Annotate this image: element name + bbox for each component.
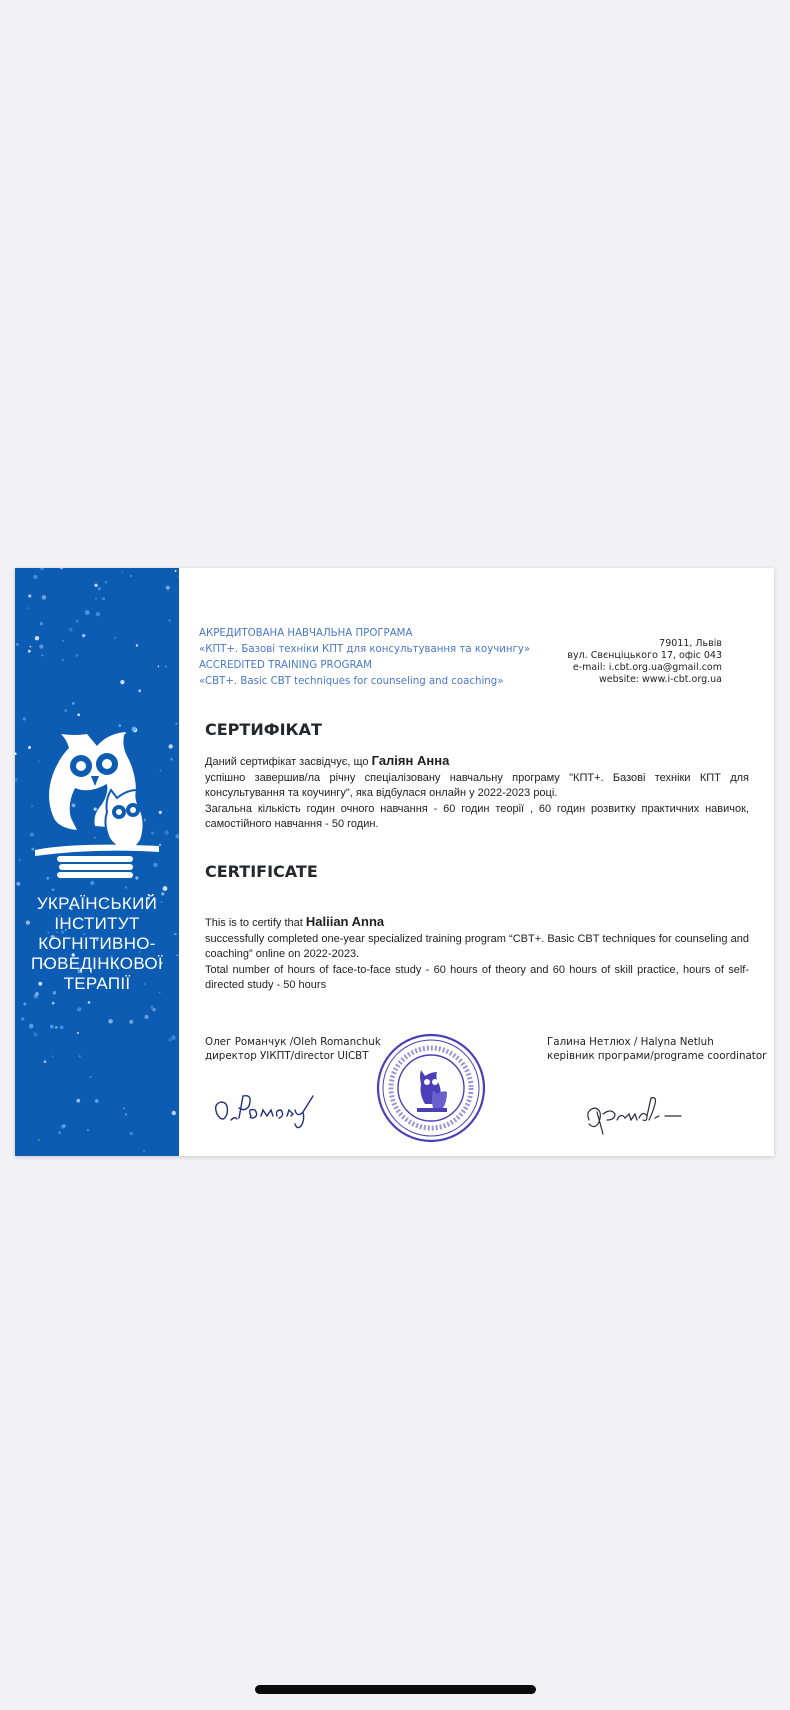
program-line: АКРЕДИТОВАНА НАВЧАЛЬНА ПРОГРАМА	[199, 628, 413, 639]
sparkle-dot	[170, 758, 173, 761]
sparkle-dot	[44, 1060, 47, 1063]
sparkle-dot	[30, 646, 32, 648]
sparkle-dot	[28, 607, 30, 609]
sparkle-dot	[31, 848, 34, 851]
sparkle-dot	[33, 575, 37, 579]
sparkle-dot	[18, 859, 21, 862]
sparkle-dot	[171, 1035, 176, 1040]
sparkle-dot	[114, 637, 116, 639]
institute-name	[15, 894, 179, 994]
sparkle-dot	[52, 1055, 54, 1057]
sparkle-dot	[29, 1024, 34, 1029]
sparkle-dot	[87, 1129, 89, 1131]
ua-hours: Загальна кількість годин очного навчання - 60 годин теорії , 60 годин розвитку практичних навичок, самостійного навчання - 50 годин.	[205, 802, 749, 830]
sparkle-dot	[158, 666, 160, 668]
sparkle-dot	[125, 886, 127, 888]
sparkle-dot	[79, 1055, 81, 1057]
sparkle-dot	[98, 587, 101, 590]
sparkle-dot	[23, 717, 26, 720]
institute-name-line: УКРАЇНСЬКИЙ	[36, 894, 158, 913]
sparkle-dot	[55, 1026, 57, 1028]
sparkle-dot	[150, 1005, 154, 1009]
ua-body	[205, 753, 749, 833]
sparkle-dot	[175, 834, 179, 838]
sparkle-dot	[77, 714, 80, 717]
sparkle-dot	[64, 709, 67, 712]
sparkle-dot	[136, 644, 138, 646]
sparkle-dot	[50, 1025, 54, 1029]
ua-recipient-name: Галіян Анна	[371, 753, 450, 768]
sparkle-dot	[90, 1076, 92, 1078]
sparkle-dot	[169, 744, 173, 748]
sparkle-dot	[178, 576, 179, 578]
sparkle-dot	[108, 1019, 113, 1024]
en-heading: CERTIFICATE	[205, 862, 318, 881]
sparkle-dot	[41, 654, 43, 656]
sparkle-dot	[69, 628, 73, 632]
coordinator-signature	[581, 1090, 701, 1140]
coordinator-name: Галина Нетлюх / Halyna Netluh	[547, 1036, 714, 1048]
sparkle-dot	[122, 572, 124, 574]
sparkle-dot	[95, 1099, 99, 1103]
sparkle-dot	[16, 643, 19, 646]
address-city: 79011, Львів	[659, 638, 722, 649]
sparkle-dot	[160, 769, 162, 771]
address-email: e-mail: i.cbt.org.ua@gmail.com	[572, 662, 722, 673]
program-line: «CBT+. Basic CBT techniques for counseling and coaching»	[199, 676, 504, 687]
sparkle-dot	[62, 640, 64, 642]
sparkle-dot	[40, 622, 43, 625]
address-block	[567, 638, 722, 686]
sparkle-dot	[166, 586, 170, 590]
director-block	[205, 1035, 381, 1063]
address-street: вул. Свєнціцького 17, офіс 043	[567, 650, 722, 661]
sparkle-dot	[33, 1032, 37, 1036]
sparkle-dot	[105, 581, 108, 584]
sparkle-dot	[85, 610, 90, 615]
sparkle-dot	[123, 1107, 125, 1109]
sparkle-dot	[175, 723, 177, 725]
institute-name-line: ТЕРАПІЇ	[63, 974, 131, 993]
sparkle-dot	[76, 654, 79, 657]
director-name: Олег Романчук /Oleh Romanchuk	[205, 1036, 381, 1048]
sparkle-dot	[138, 689, 141, 692]
sparkle-dot	[169, 1038, 172, 1041]
institute-sidebar	[15, 568, 179, 1156]
sparkle-dot	[82, 634, 85, 637]
coordinator-block	[547, 1035, 766, 1063]
home-indicator[interactable]	[255, 1685, 536, 1694]
sparkle-dot	[77, 1032, 79, 1034]
sparkle-dot	[102, 597, 105, 600]
institute-stamp	[375, 1032, 487, 1144]
sparkle-dot	[129, 1020, 133, 1024]
sparkle-dot	[30, 833, 34, 837]
program-line: «КПТ+. Базові техніки КПТ для консультування та коучингу»	[199, 644, 531, 655]
coordinator-title: керівник програми/programe coordinator	[547, 1050, 767, 1062]
sparkle-dot	[94, 584, 97, 587]
sparkle-dot	[90, 881, 94, 885]
program-line: ACCREDITED TRAINING PROGRAM	[199, 660, 372, 671]
sparkle-dot	[76, 1099, 80, 1103]
sparkle-dot	[35, 636, 39, 640]
sparkle-dot	[58, 1131, 61, 1134]
program-title	[199, 626, 530, 690]
sparkle-dot	[120, 680, 124, 684]
institute-name-line: КОГНІТИВНО-	[38, 934, 156, 953]
sparkle-dot	[21, 1017, 24, 1020]
en-recipient-name: Haliian Anna	[305, 914, 385, 929]
sparkle-dot	[165, 666, 167, 668]
sparkle-dot	[144, 1015, 148, 1019]
sparkle-dot	[42, 595, 47, 600]
sparkle-dot	[52, 888, 55, 891]
institute-name-line: ІНСТИТУТ	[54, 914, 140, 933]
director-title: директор УІКПТ/director UICBT	[205, 1050, 369, 1062]
sparkle-dot	[40, 568, 44, 570]
sparkle-dot	[130, 575, 132, 577]
ua-intro: Даний сертифікат засвідчує, що	[205, 756, 369, 768]
sparkle-dot	[175, 570, 177, 572]
en-body	[205, 914, 749, 994]
sparkle-dot	[172, 1111, 176, 1115]
sparkle-dot	[130, 1132, 134, 1136]
sparkle-dot	[28, 650, 31, 653]
sparkle-dot	[23, 1003, 26, 1006]
sparkle-dot	[61, 1125, 65, 1129]
sparkle-dot	[39, 645, 43, 649]
sparkle-dot	[15, 752, 17, 755]
sparkle-dot	[159, 844, 161, 846]
sparkle-dot	[159, 811, 162, 814]
sparkle-dot	[28, 746, 31, 749]
sparkle-dot	[168, 619, 171, 622]
certificate	[15, 568, 774, 1156]
sparkle-dot	[72, 702, 75, 705]
sparkle-dot	[62, 659, 64, 661]
sparkle-dot	[76, 620, 79, 623]
owl-logo-icon	[35, 730, 159, 878]
en-completed: successfully completed one-year specialized training program “CBT+. Basic CBT techniques for counseling and coaching” online on 2022-2023.	[205, 932, 749, 960]
ua-completed: успішно завершив/ла річну спеціалізовану навчальну програму "КПТ+. Базові техніки КПТ для консультування та коучингу", яка відбулася онлайн у 2022-2023 році.	[205, 771, 749, 799]
sparkle-dot	[88, 1001, 91, 1004]
en-hours: Total number of hours of face-to-face study - 60 hours of theory and 60 hours of skill practice, hours of self-directed study - 50 hours	[205, 963, 749, 991]
sparkle-dot	[38, 1139, 40, 1141]
ua-heading: СЕРТИФІКАТ	[205, 720, 322, 739]
sparkle-dot	[15, 778, 18, 781]
director-signature	[211, 1086, 321, 1132]
sparkle-dot	[60, 1026, 64, 1030]
sparkle-dot	[125, 1113, 127, 1115]
sparkle-dot	[164, 830, 168, 834]
address-website: website: www.i-cbt.org.ua	[599, 674, 722, 685]
sparkle-dot	[28, 595, 31, 598]
sparkle-dot	[60, 568, 63, 570]
sparkle-dot	[52, 1002, 55, 1005]
sparkle-dot	[163, 886, 168, 891]
en-intro: This is to certify that	[205, 917, 303, 929]
sparkle-dot	[96, 612, 100, 616]
sparkle-dot	[77, 1007, 81, 1011]
sparkle-dot	[143, 1150, 145, 1152]
sparkle-dot	[31, 805, 33, 807]
sparkle-dot	[118, 724, 121, 727]
sparkle-dot	[95, 597, 97, 599]
sparkle-dot	[16, 882, 20, 886]
institute-name-line: ПОВЕДІНКОВОЇ	[31, 954, 163, 973]
